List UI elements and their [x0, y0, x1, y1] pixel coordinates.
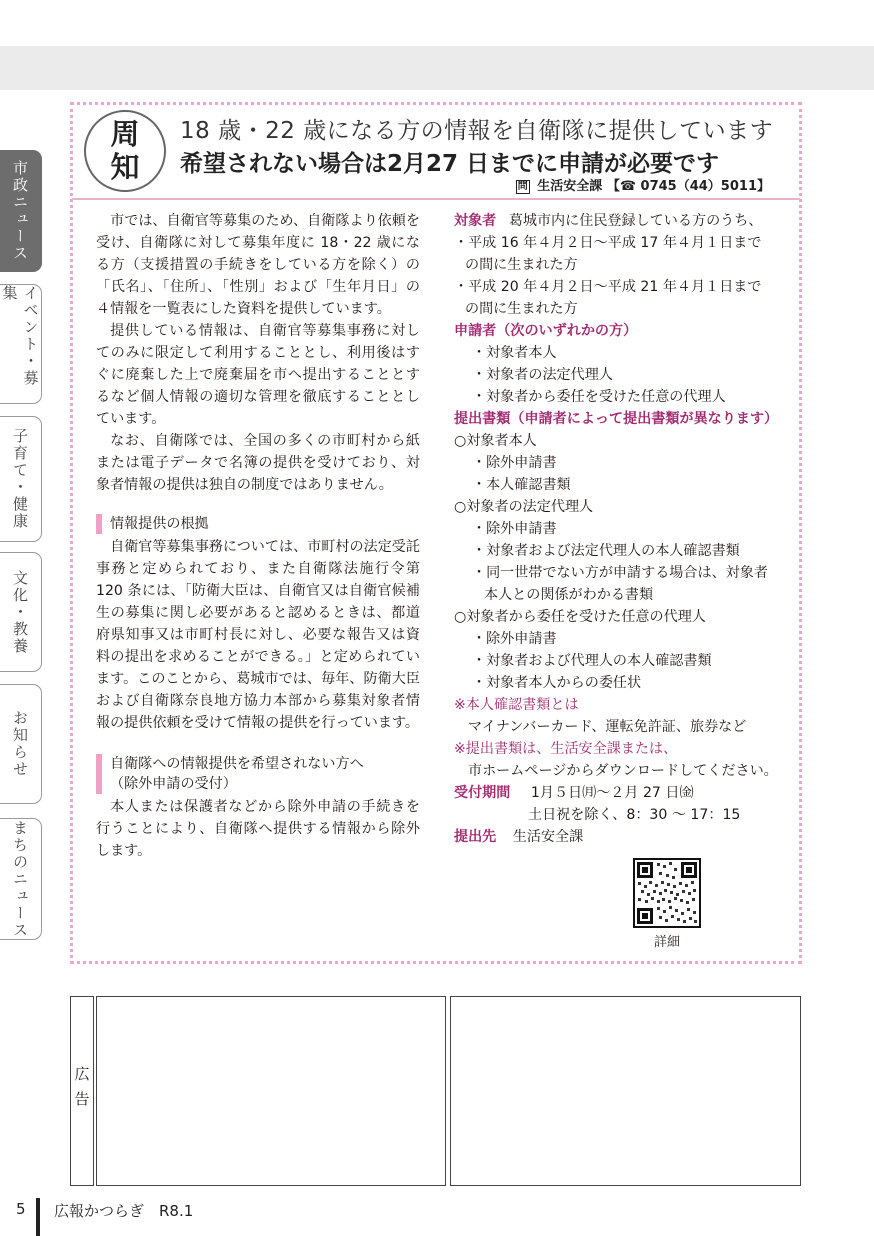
section-heading-exclusion: [96, 754, 420, 794]
doc-item: ・同一世帯でない方が申請する場合は、対象者: [472, 565, 768, 581]
badge-char-1: 周: [110, 117, 140, 151]
section-body-basis: 自衛官等募集事務については、市町村の法定受託事務と定められており、また自衛隊法施行令第 120 条には、「防衛大臣は、自衛官又は自衛官候補生の募集に関し必要があると認めるときは、都道府県知事又は市町村長に対し、必要な報告又は資料の提出を求めることができる。」と定められています。このことから、葛城市では、毎年、防衛大臣および自衛隊奈良地方協力本部から募集対象者情報の提供依頼を受けて情報の提供を行っています。: [96, 539, 420, 731]
doc-item: ・対象者本人からの委任状: [472, 675, 642, 691]
period-row: [454, 782, 794, 804]
documents-label: 提出書類（申請者によって提出書類が異なります）: [454, 411, 779, 427]
applicant-item: ・対象者本人: [472, 345, 557, 361]
tab-label: 文化・教養: [11, 569, 29, 655]
intro-paragraph: なお、自衛隊では、全国の多くの市町村から紙または電子データで名簿の提供を受けており、対象者情報の提供は独自の制度ではありません。: [96, 433, 420, 493]
section-heading-basis: [96, 514, 420, 534]
section-body-exclusion: 本人または保護者などから除外申請の手続きを行うことにより、自衛隊へ提供する情報から除外します。: [96, 799, 420, 859]
target-item: ・平成 16 年４月２日〜平成 17 年４月１日まで: [454, 235, 762, 251]
ad-slot-left[interactable]: [96, 996, 446, 1186]
inquiry-icon: 問: [517, 181, 528, 192]
applicant-item: ・対象者から委任を受けた任意の代理人: [472, 389, 726, 405]
intro-paragraph: 市では、自衛官等募集のため、自衛隊より依頼を受け、自衛隊に対して募集年度に 18・22 歳になる方（支援措置の手続きをしている方を除く）の「氏名」、「住所」、「性別」および「生年月日」の４情報を一覧表にした資料を提供しています。: [96, 213, 420, 317]
doc-item: ・除外申請書: [472, 521, 557, 537]
qr-code-graphic: [635, 860, 699, 926]
note-title: ※本人確認書類とは: [454, 697, 579, 713]
note-title: ※提出書類は、生活安全課または、: [454, 741, 678, 757]
target-item-cont: の間に生まれた方: [465, 301, 578, 317]
tab-label: イベント・募集: [0, 285, 40, 387]
destination-row: [454, 826, 794, 848]
qr-code[interactable]: [633, 858, 701, 928]
applicant-label: 申請者（次のいずれかの方）: [454, 323, 638, 339]
intro-paragraph: 提供している情報は、自衛官等募集事務に対してのみに限定して利用することとし、利用後はすぐに廃棄した上で廃棄届を市へ提出することとするなど個人情報の適切な管理を徹底することとしています。: [96, 323, 420, 427]
header-divider: [72, 198, 800, 200]
tab-city-news[interactable]: [0, 150, 42, 272]
tab-notices[interactable]: [0, 684, 42, 804]
target-item-cont: の間に生まれた方: [465, 257, 578, 273]
doc-item: ・本人確認書類: [472, 477, 571, 493]
period-dates: 1月５日㈪〜２月 27 日㈮: [530, 785, 694, 801]
applicant-item: ・対象者の法定代理人: [472, 367, 613, 383]
notice-badge: [84, 110, 166, 192]
doc-group-title: ○対象者の法定代理人: [454, 499, 594, 515]
note-body: マイナンバーカード、運転免許証、旅券など: [468, 719, 747, 735]
note-body: 市ホームページからダウンロードしてください。: [468, 763, 778, 779]
tab-label: お知らせ: [11, 710, 29, 778]
doc-item-cont: 本人との関係がわかる書類: [484, 587, 654, 603]
destination-text: 生活安全課: [512, 829, 584, 845]
tab-events[interactable]: [0, 284, 42, 404]
left-column: [96, 210, 420, 862]
contact-phone: 【☎ 0745（44）5011】: [606, 179, 770, 194]
target-label: 対象者: [454, 213, 497, 229]
qr-caption: 詳細: [653, 935, 680, 950]
tab-label: 子育て・健康: [11, 428, 29, 530]
publication-title: 広報かつらぎ R8.1: [54, 1202, 194, 1220]
target-text: 葛城市内に住民登録している方のうち、: [508, 213, 763, 229]
doc-item: ・除外申請書: [472, 631, 557, 647]
ad-label-text: 広告: [72, 1066, 91, 1116]
destination-label: 提出先: [454, 829, 497, 845]
ad-slot-right[interactable]: [450, 996, 801, 1186]
article-title-line1: 18 歳・22 歳になる方の情報を自衛隊に提供しています: [180, 118, 774, 144]
tab-culture[interactable]: [0, 552, 42, 672]
page-number: 5: [16, 1200, 26, 1218]
doc-group-title: ○対象者から委任を受けた任意の代理人: [454, 609, 706, 625]
tab-town-news[interactable]: [0, 818, 42, 940]
tab-label: まちのニュース: [11, 819, 29, 939]
tab-childcare-health[interactable]: [0, 416, 42, 542]
right-column: [454, 210, 794, 848]
period-label: 受付期間: [454, 785, 511, 801]
period-hours: 土日祝を除く、8：30 〜 17：15: [528, 807, 741, 823]
contact-dept: 生活安全課: [537, 179, 603, 194]
article-title-line2: 希望されない場合は2月27 日までに申請が必要です: [180, 151, 720, 177]
ad-label: [70, 996, 94, 1186]
section-heading-subtext: （除外申請の受付）: [110, 776, 237, 792]
doc-group-title: ○対象者本人: [454, 433, 537, 449]
tab-label: 市政ニュース: [11, 160, 29, 262]
badge-char-2: 知: [110, 150, 140, 184]
doc-item: ・対象者および代理人の本人確認書類: [472, 653, 712, 669]
footer-divider: [36, 1198, 40, 1236]
section-heading-text: 情報提供の根拠: [110, 516, 209, 532]
target-row: [454, 210, 794, 232]
doc-item: ・対象者および法定代理人の本人確認書類: [472, 543, 740, 559]
section-heading-text: 自衛隊への情報提供を希望されない方へ: [110, 756, 364, 772]
top-band: [0, 46, 874, 90]
doc-item: ・除外申請書: [472, 455, 557, 471]
contact-info: [516, 175, 770, 194]
target-item: ・平成 20 年４月２日〜平成 21 年４月１日まで: [454, 279, 762, 295]
